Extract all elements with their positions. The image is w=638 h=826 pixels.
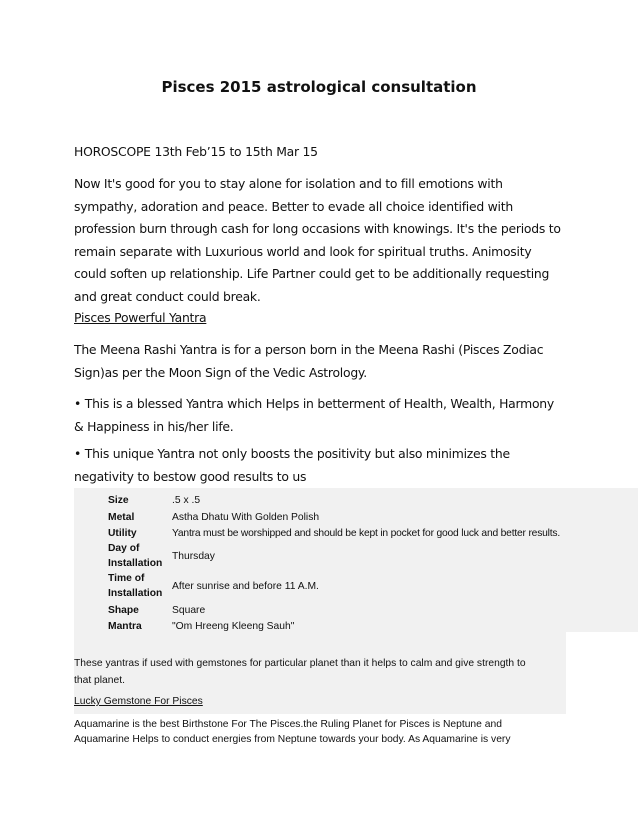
bullet-positivity — [74, 443, 574, 488]
row-value: After sunrise and before 11 A.M. — [172, 581, 319, 592]
text-line: sympathy, adoration and peace. Better to evade all choice identified with — [74, 198, 513, 214]
text-line: could soften up relationship. Life Partner could get to be additionally requesting — [74, 266, 550, 281]
text-line: • This unique Yantra not only boosts the positivity but also minimizes the — [74, 446, 510, 461]
text-line: Aquamarine Helps to conduct energies from Neptune towards your body. As Aquamarine is very — [74, 734, 511, 745]
row-label: Metal — [108, 512, 135, 523]
row-label: Time of — [108, 573, 145, 584]
gemstone-heading: Lucky Gemstone For Pisces — [74, 696, 203, 707]
row-value: .5 x .5 — [172, 495, 201, 506]
row-label: Day of — [108, 543, 140, 554]
yantra-heading: Pisces Powerful Yantra — [74, 310, 207, 325]
row-label: Installation — [108, 558, 163, 569]
text-line: and great conduct could break. — [74, 288, 261, 304]
row-value: Thursday — [172, 551, 215, 562]
row-value: Square — [172, 605, 206, 616]
text-line: profession burn through cash for long occasions with knowings. It's the periods to — [74, 221, 561, 236]
row-label: Installation — [108, 588, 163, 599]
text-line: & Happiness in his/her life. — [74, 418, 234, 434]
row-label: Shape — [108, 605, 139, 616]
gemstone-note — [74, 656, 564, 689]
horoscope-heading: HOROSCOPE 13th Feb’15 to 15th Mar 15 — [74, 144, 318, 159]
text-line: Aquamarine is the best Birthstone For The Pisces.the Ruling Planet for Pisces is Neptune and — [74, 719, 502, 730]
document-title: Pisces 2015 astrological consultation — [161, 78, 477, 96]
row-value: "Om Hreeng Kleeng Sauh" — [172, 621, 295, 632]
row-label: Size — [108, 495, 129, 506]
yantra-details-table — [74, 488, 638, 632]
row-label: Mantra — [108, 621, 142, 632]
horoscope-paragraph — [74, 173, 574, 308]
text-line: • This is a blessed Yantra which Helps in betterment of Health, Wealth, Harmony — [74, 396, 554, 411]
text-line: that planet. — [74, 674, 125, 686]
row-value: Astha Dhatu With Golden Polish — [172, 512, 320, 523]
text-line: remain separate with Luxurious world and look for spiritual truths. Animosity — [74, 243, 532, 259]
text-line: Now It's good for you to stay alone for isolation and to fill emotions with — [74, 176, 503, 191]
bullet-health — [74, 393, 574, 438]
text-line: The Meena Rashi Yantra is for a person born in the Meena Rashi (Pisces Zodiac — [74, 342, 544, 357]
gemstone-paragraph — [74, 717, 564, 747]
text-line: negativity to bestow good results to us — [74, 468, 307, 484]
row-value: Yantra must be worshipped and should be kept in pocket for good luck and better results. — [172, 528, 561, 539]
row-label: Utility — [108, 528, 137, 539]
text-line: These yantras if used with gemstones for particular planet than it helps to calm and give strength to — [74, 658, 526, 669]
yantra-intro — [74, 339, 574, 384]
text-line: Sign)as per the Moon Sign of the Vedic Astrology. — [74, 364, 367, 380]
